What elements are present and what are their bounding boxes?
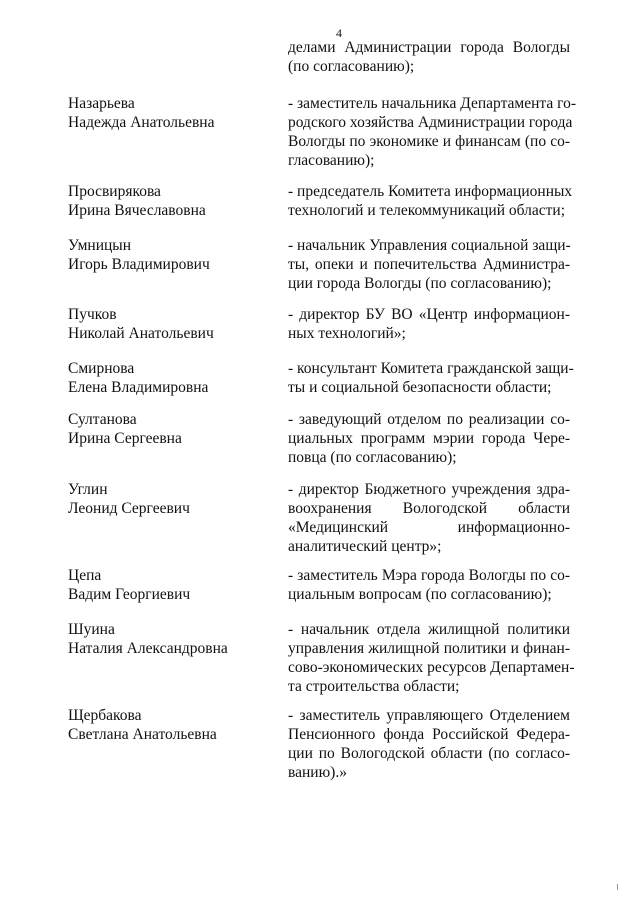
position-line: - заместитель управляющего Отделением	[288, 707, 570, 724]
member-position	[288, 410, 570, 467]
position-line: - директор БУ ВО «Центр информацион-	[288, 306, 570, 323]
member-given-names: Ирина Вячеславовна	[68, 202, 206, 219]
member-surname: Султанова	[68, 411, 137, 428]
position-line: - заведующий отделом по реализации со-	[288, 411, 570, 428]
member-name	[68, 359, 268, 397]
position-line: - заместитель начальника Департамента го-	[288, 95, 576, 112]
position-line: - директор Бюджетного учреждения здра-	[288, 481, 570, 498]
member-name	[68, 706, 268, 744]
position-line: циальных программ мэрии города Чере-	[288, 430, 570, 447]
position-line: ты и социальной безопасности области;	[288, 379, 552, 396]
position-line: технологий и телекоммуникаций области;	[288, 202, 565, 219]
member-position	[288, 359, 574, 397]
member-given-names: Елена Владимировна	[68, 379, 209, 396]
position-line: управления жилищной политики и финан-	[288, 640, 570, 657]
member-surname: Назарьева	[68, 95, 135, 112]
page-number: 4	[336, 26, 342, 40]
position-line: - начальник отдела жилищной политики	[288, 621, 570, 638]
continuation-line: (по согласованию);	[288, 58, 415, 75]
position-line: повца (по согласованию);	[288, 449, 457, 466]
position-line: «Медицинский информационно-	[288, 519, 570, 536]
member-position	[288, 480, 570, 556]
member-name	[68, 480, 268, 518]
position-line: ванию).»	[288, 764, 347, 781]
member-position	[288, 182, 573, 220]
member-given-names: Николай Анатольевич	[68, 325, 214, 342]
member-position	[288, 706, 570, 782]
member-given-names: Вадим Георгиевич	[68, 586, 191, 603]
member-name	[68, 236, 268, 274]
member-position	[288, 305, 570, 343]
position-line: родского хозяйства Администрации города	[288, 114, 573, 131]
position-line: - начальник Управления социальной защи-	[288, 237, 571, 254]
position-line: ты, опеки и попечительства Администра-	[288, 256, 570, 273]
continuation-text	[288, 38, 570, 76]
member-surname: Углин	[68, 481, 108, 498]
member-surname: Цепа	[68, 567, 102, 584]
member-position	[288, 236, 570, 293]
scan-edge-mark	[617, 884, 618, 890]
position-line: ных технологий»;	[288, 325, 406, 342]
member-name	[68, 94, 268, 132]
position-line: та строительства области;	[288, 678, 460, 695]
member-given-names: Ирина Сергеевна	[68, 430, 182, 447]
member-name	[68, 566, 268, 604]
position-line: ции по Вологодской области (по согласо-	[288, 745, 570, 762]
member-surname: Шуина	[68, 621, 115, 638]
position-line: - председатель Комитета информационных	[288, 183, 573, 200]
member-name	[68, 410, 268, 448]
member-given-names: Светлана Анатольевна	[68, 726, 217, 743]
member-surname: Пучков	[68, 306, 117, 323]
member-surname: Щербакова	[68, 707, 142, 724]
member-position	[288, 566, 570, 604]
position-line: сово-экономических ресурсов Департамен-	[288, 659, 575, 676]
position-line: - консультант Комитета гражданской защи-	[288, 360, 574, 377]
member-given-names: Леонид Сергеевич	[68, 500, 190, 517]
member-name	[68, 620, 268, 658]
position-line: аналитический центр»;	[288, 538, 442, 555]
member-given-names: Игорь Владимирович	[68, 256, 210, 273]
position-line: циальным вопросам (по согласованию);	[288, 586, 552, 603]
member-surname: Просвирякова	[68, 183, 161, 200]
continuation-line: делами Администрации города Вологды	[288, 39, 570, 56]
position-line: Вологды по экономике и финансам (по со-	[288, 133, 570, 150]
position-line: воохранения Вологодской области	[288, 500, 570, 517]
member-given-names: Наталия Александровна	[68, 640, 228, 657]
member-name	[68, 182, 268, 220]
position-line: - заместитель Мэра города Вологды по со-	[288, 567, 570, 584]
member-surname: Смирнова	[68, 360, 135, 377]
member-name	[68, 305, 268, 343]
member-position	[288, 620, 575, 696]
position-line: Пенсионного фонда Российской Федера-	[288, 726, 570, 743]
member-given-names: Надежда Анатольевна	[68, 114, 215, 131]
position-line: ции города Вологды (по согласованию);	[288, 275, 552, 292]
member-surname: Умницын	[68, 237, 132, 254]
position-line: гласованию);	[288, 152, 375, 169]
member-position	[288, 94, 576, 170]
